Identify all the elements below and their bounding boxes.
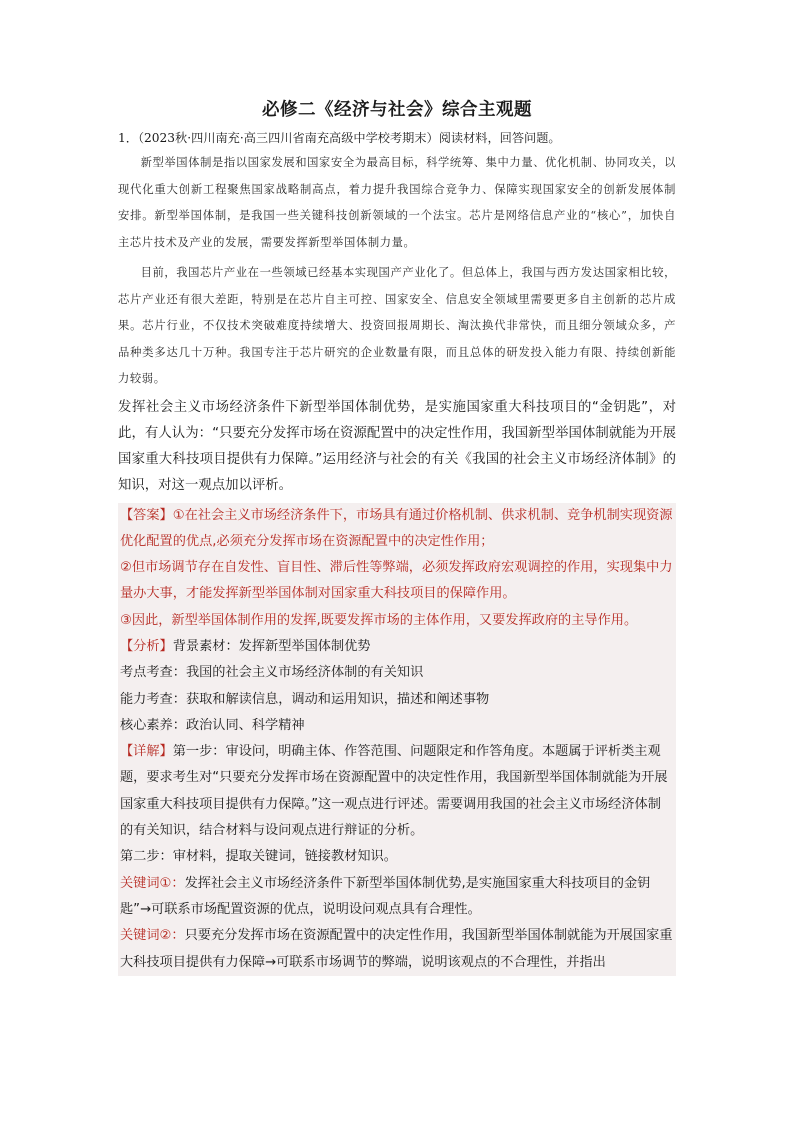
material-paragraph-2: 目前，我国芯片产业在一些领域已经基本实现国产产业化了。但总体上，我国与西方发达国家相比较，芯片产业还有很大差距，特别是在芯片自主可控、国家安全、信息安全领域里需要更多自主创新的芯片成果。芯片行业，不仅技术突破难度持续增大、投资回报周期长、淘汰换代非常快，而且细分领域众多，产品种类多达几十万种。我国专注于芯片研究的企业数量有限，而且总体的研发投入能力有限、持续创新能力较弱。 xyxy=(118,266,676,385)
question-prompt: 发挥社会主义市场经济条件下新型举国体制优势，是实施国家重大科技项目的“金钥匙”，对此，有人认为：“只要充分发挥市场在资源配置中的决定性作用，我国新型举国体制就能为开展国家重大科技项目提供有力保障。”运用经济与社会的有关《我国的社会主义市场经济体制》的知识，对这一观点加以评析。 xyxy=(118,399,676,493)
detail-keyword-2: 关键词②：只要充分发挥市场在资源配置中的决定性作用，我国新型举国体制就能为开展国家重大科技项目提供有力保障→可联系市场调节的弊端，说明该观点的不合理性，并指出 xyxy=(120,928,673,970)
detail-keyword-1: 关键词①：发挥社会主义市场经济条件下新型举国体制优势,是实施国家重大科技项目的金钥匙”→可联系市场配置资源的优点，说明设问观点具有合理性。 xyxy=(120,875,651,917)
answer-point-2: ②但市场调节存在自发性、盲目性、滞后性等弊端，必须发挥政府宏观调控的作用，实现集中力量办大事，才能发挥新型举国体制对国家重大科技项目的保障作用。 xyxy=(120,560,673,602)
analysis-tag: 【分析】 xyxy=(120,638,173,654)
answer-tag: 【答案】 xyxy=(120,507,173,523)
analysis-background: 【分析】背景素材：发挥新型举国体制优势 xyxy=(120,638,371,654)
answer-point-3: ③因此，新型举国体制作用的发挥,既要发挥市场的主体作用，又要发挥政府的主导作用。 xyxy=(120,612,638,628)
page-title: 必修二《经济与社会》综合主观题 xyxy=(262,100,532,120)
analysis-exam-point: 考点考查：我国的社会主义市场经济体制的有关知识 xyxy=(120,665,424,681)
answer-point-1: 【答案】①在社会主义市场经济条件下，市场具有通过价格机制、供求机制、竞争机制实现资源优化配置的优点,必须充分发挥市场在资源配置中的决定性作用； xyxy=(120,507,673,549)
detail-step-1: 【详解】第一步：审设问，明确主体、作答范围、问题限定和作答角度。本题属于评析类主观题，要求考生对“只要充分发挥市场在资源配置中的决定性作用，我国新型举国体制就能为开展国家重大科技项目提供有力保障。”这一观点进行评述。需要调用我国的社会主义市场经济体制的有关知识，结合材料与设问观点进行辩证的分析。 xyxy=(120,744,668,839)
detail-step-2: 第二步：审材料，提取关键词，链接教材知识。 xyxy=(120,849,397,865)
solution-block xyxy=(118,503,676,976)
question-header xyxy=(118,129,676,148)
question-source: （2023秋·四川南充·高三四川省南充高级中学校考期末）阅读材料，回答问题。 xyxy=(137,131,561,145)
document-page xyxy=(118,96,676,976)
question-number: 1． xyxy=(118,131,138,145)
detail-tag: 【详解】 xyxy=(120,744,173,760)
analysis-ability: 能力考查：获取和解读信息，调动和运用知识，描述和阐述事物 xyxy=(120,691,490,707)
analysis-literacy: 核心素养：政治认同、科学精神 xyxy=(120,717,305,733)
material-paragraph-1: 新型举国体制是指以国家发展和国家安全为最高目标，科学统筹、集中力量、优化机制、协同攻关，以现代化重大创新工程聚焦国家战略制高点，着力提升我国综合竞争力、保障实现国家安全的创新发展体制安排。新型举国体制，是我国一些关键科技创新领域的一个法宝。芯片是网络信息产业的“核心”，加快自主芯片技术及产业的发展，需要发挥新型举国体制力量。 xyxy=(118,156,676,249)
